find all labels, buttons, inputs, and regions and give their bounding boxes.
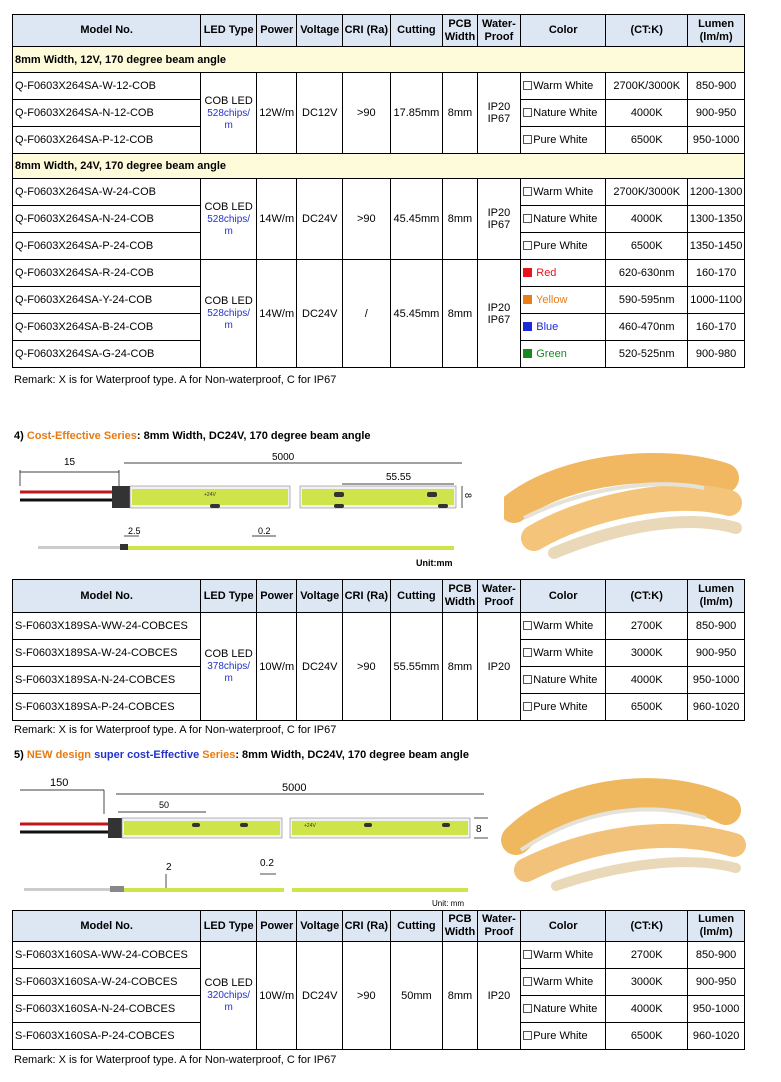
lumen-cell: 1300-1350 — [688, 206, 745, 233]
cutting-cell: 45.45mm — [390, 179, 443, 260]
swatch-icon — [523, 108, 532, 117]
header-cutting: Cutting — [390, 911, 443, 942]
swatch-icon — [523, 977, 532, 986]
header-waterproof: Water- Proof — [477, 580, 521, 613]
header-ct: (CT:K) — [606, 15, 688, 47]
model-cell: Q-F0603X264SA-N-12-COB — [13, 100, 201, 127]
cutting-cell: 17.85mm — [390, 73, 443, 154]
header-cri: CRI (Ra) — [343, 911, 391, 942]
color-cell: Pure White — [521, 694, 606, 721]
header-lumen: Lumen (lm/m) — [688, 911, 745, 942]
thickness-label: 2 — [166, 862, 172, 873]
model-cell: S-F0603X189SA-W-24-COBCES — [13, 640, 201, 667]
strip-print: +24V — [204, 492, 216, 498]
swatch-icon — [523, 135, 532, 144]
model-cell: Q-F0603X264SA-N-24-COB — [13, 206, 201, 233]
subheader-12v: 8mm Width, 12V, 170 degree beam angle — [13, 47, 745, 73]
model-cell: Q-F0603X264SA-P-12-COB — [13, 127, 201, 154]
model-cell: Q-F0603X264SA-G-24-COB — [13, 341, 201, 368]
cri-cell: >90 — [343, 942, 391, 1050]
led-type-cell: COB LED 320chips/ m — [201, 942, 257, 1050]
waterproof-cell: IP20 — [477, 942, 521, 1050]
lumen-cell: 960-1020 — [688, 1023, 745, 1050]
color-cell: Warm White — [521, 942, 606, 969]
color-cell: Blue — [521, 314, 606, 341]
spec-table-1 — [12, 14, 745, 368]
cob-strip-reel-photo — [496, 770, 746, 895]
header-led-type: LED Type — [201, 911, 257, 942]
header-cri: CRI (Ra) — [343, 15, 391, 47]
swatch-icon — [523, 648, 532, 657]
model-cell: Q-F0603X264SA-W-24-COB — [13, 179, 201, 206]
cri-cell: >90 — [343, 73, 391, 154]
header-lumen: Lumen (lm/m) — [688, 15, 745, 47]
thickness-label: 2.5 — [128, 526, 141, 536]
header-pcb-width: PCB Width — [443, 15, 477, 47]
lumen-cell: 850-900 — [688, 613, 745, 640]
color-cell: Warm White — [521, 969, 606, 996]
lumen-cell: 850-900 — [688, 73, 745, 100]
pcb-cell: 8mm — [443, 613, 477, 721]
header-power: Power — [256, 15, 296, 47]
color-cell: Pure White — [521, 233, 606, 260]
swatch-icon — [523, 702, 532, 711]
green-swatch-icon — [523, 349, 532, 358]
header-waterproof: Water- Proof — [477, 15, 521, 47]
cut-length-label: 55.55 — [386, 472, 412, 483]
swatch-icon — [523, 81, 532, 90]
lumen-cell: 1000-1100 — [688, 287, 745, 314]
waterproof-cell: IP20 IP67 — [477, 73, 521, 154]
blue-swatch-icon — [523, 322, 532, 331]
remark-3: Remark: X is for Waterproof type. A for Non-waterproof, C for IP67 — [14, 1054, 337, 1066]
header-model: Model No. — [13, 580, 201, 613]
voltage-cell: DC24V — [297, 260, 343, 368]
unit-label: Unit: mm — [432, 899, 464, 908]
swatch-icon — [523, 621, 532, 630]
ct-cell: 520-525nm — [606, 341, 688, 368]
header-model: Model No. — [13, 911, 201, 942]
color-cell: Pure White — [521, 1023, 606, 1050]
ct-cell: 4000K — [606, 667, 688, 694]
model-cell: S-F0603X160SA-P-24-COBCES — [13, 1023, 201, 1050]
total-length-label: 5000 — [282, 782, 307, 794]
lumen-cell: 1350-1450 — [688, 233, 745, 260]
model-cell: S-F0603X189SA-WW-24-COBCES — [13, 613, 201, 640]
led-type-cell: COB LED 378chips/ m — [201, 613, 257, 721]
ct-cell: 6500K — [606, 233, 688, 260]
swatch-icon — [523, 1031, 532, 1040]
header-voltage: Voltage — [297, 15, 343, 47]
cri-cell: >90 — [343, 179, 391, 260]
super-cost-effective-strip-diagram — [14, 770, 494, 910]
waterproof-cell: IP20 IP67 — [477, 179, 521, 260]
wire-length-label: 15 — [64, 457, 76, 468]
swatch-icon — [523, 241, 532, 250]
ct-cell: 4000K — [606, 100, 688, 127]
cut-length-label: 50 — [159, 800, 170, 810]
model-cell: Q-F0603X264SA-P-24-COB — [13, 233, 201, 260]
color-cell: Yellow — [521, 287, 606, 314]
pcb-cell: 8mm — [443, 942, 477, 1050]
cutting-cell: 55.55mm — [390, 613, 443, 721]
header-model: Model No. — [13, 15, 201, 47]
ct-cell: 2700K/3000K — [606, 73, 688, 100]
waterproof-cell: IP20 — [477, 613, 521, 721]
ct-cell: 4000K — [606, 996, 688, 1023]
power-cell: 12W/m — [256, 73, 296, 154]
width-label: 8 — [476, 824, 482, 835]
color-cell: Nature White — [521, 667, 606, 694]
model-cell: Q-F0603X264SA-R-24-COB — [13, 260, 201, 287]
model-cell: Q-F0603X264SA-B-24-COB — [13, 314, 201, 341]
remark-1: Remark: X is for Waterproof type. A for Non-waterproof, C for IP67 — [14, 374, 337, 386]
model-cell: S-F0603X189SA-P-24-COBCES — [13, 694, 201, 721]
color-cell: Nature White — [521, 206, 606, 233]
lumen-cell: 160-170 — [688, 260, 745, 287]
header-ct: (CT:K) — [606, 911, 688, 942]
header-lumen: Lumen (lm/m) — [688, 580, 745, 613]
wire-length-label: 150 — [50, 777, 69, 789]
lumen-cell: 1200-1300 — [688, 179, 745, 206]
remark-2: Remark: X is for Waterproof type. A for Non-waterproof, C for IP67 — [14, 724, 337, 736]
red-swatch-icon — [523, 268, 532, 277]
thin-label: 0.2 — [258, 526, 271, 536]
ct-cell: 3000K — [606, 640, 688, 667]
lumen-cell: 950-1000 — [688, 996, 745, 1023]
lumen-cell: 900-980 — [688, 341, 745, 368]
color-cell: Warm White — [521, 613, 606, 640]
power-cell: 10W/m — [256, 942, 296, 1050]
cri-cell: >90 — [343, 613, 391, 721]
model-cell: S-F0603X160SA-W-24-COBCES — [13, 969, 201, 996]
color-cell: Nature White — [521, 100, 606, 127]
total-length-label: 5000 — [272, 452, 295, 463]
color-cell: Warm White — [521, 640, 606, 667]
lumen-cell: 950-1000 — [688, 667, 745, 694]
ct-cell: 2700K — [606, 942, 688, 969]
ct-cell: 6500K — [606, 1023, 688, 1050]
ct-cell: 2700K — [606, 613, 688, 640]
header-cutting: Cutting — [390, 580, 443, 613]
header-color: Color — [521, 911, 606, 942]
lumen-cell: 850-900 — [688, 942, 745, 969]
spec-table-3 — [12, 910, 745, 1050]
cutting-cell: 50mm — [390, 942, 443, 1050]
pcb-cell: 8mm — [443, 179, 477, 260]
pcb-cell: 8mm — [443, 260, 477, 368]
lumen-cell: 900-950 — [688, 100, 745, 127]
model-cell: S-F0603X160SA-N-24-COBCES — [13, 996, 201, 1023]
lumen-cell: 160-170 — [688, 314, 745, 341]
subheader-24v: 8mm Width, 24V, 170 degree beam angle — [13, 154, 745, 179]
cost-effective-strip-diagram — [14, 448, 484, 573]
voltage-cell: DC24V — [297, 179, 343, 260]
voltage-cell: DC24V — [297, 942, 343, 1050]
header-ct: (CT:K) — [606, 580, 688, 613]
swatch-icon — [523, 214, 532, 223]
unit-label: Unit:mm — [416, 558, 453, 568]
header-waterproof: Water- Proof — [477, 911, 521, 942]
voltage-cell: DC24V — [297, 613, 343, 721]
header-power: Power — [256, 580, 296, 613]
power-cell: 10W/m — [256, 613, 296, 721]
header-color: Color — [521, 580, 606, 613]
header-voltage: Voltage — [297, 911, 343, 942]
ct-cell: 2700K/3000K — [606, 179, 688, 206]
color-cell: Nature White — [521, 996, 606, 1023]
ct-cell: 460-470nm — [606, 314, 688, 341]
ct-cell: 6500K — [606, 127, 688, 154]
color-cell: Warm White — [521, 73, 606, 100]
header-led-type: LED Type — [201, 580, 257, 613]
led-type-cell: COB LED 528chips/ m — [201, 73, 257, 154]
ct-cell: 590-595nm — [606, 287, 688, 314]
section-5-title: 5) NEW design super cost-Effective Series: 8mm Width, DC24V, 170 degree beam angle — [14, 749, 469, 761]
cutting-cell: 45.45mm — [390, 260, 443, 368]
ct-cell: 3000K — [606, 969, 688, 996]
header-cutting: Cutting — [390, 15, 443, 47]
color-cell: Green — [521, 341, 606, 368]
swatch-icon — [523, 1004, 532, 1013]
color-cell: Red — [521, 260, 606, 287]
cob-strip-reel-photo — [504, 448, 744, 568]
lumen-cell: 900-950 — [688, 969, 745, 996]
swatch-icon — [523, 675, 532, 684]
header-voltage: Voltage — [297, 580, 343, 613]
ct-cell: 620-630nm — [606, 260, 688, 287]
header-pcb-width: PCB Width — [443, 580, 477, 613]
thin-label: 0.2 — [260, 858, 274, 869]
ct-cell: 4000K — [606, 206, 688, 233]
color-cell: Pure White — [521, 127, 606, 154]
led-type-cell: COB LED 528chips/ m — [201, 179, 257, 260]
model-cell: S-F0603X189SA-N-24-COBCES — [13, 667, 201, 694]
section-4-title: 4) Cost-Effective Series: 8mm Width, DC24V, 170 degree beam angle — [14, 430, 371, 442]
pcb-cell: 8mm — [443, 73, 477, 154]
header-color: Color — [521, 15, 606, 47]
power-cell: 14W/m — [256, 260, 296, 368]
header-power: Power — [256, 911, 296, 942]
header-cri: CRI (Ra) — [343, 580, 391, 613]
yellow-swatch-icon — [523, 295, 532, 304]
waterproof-cell: IP20 IP67 — [477, 260, 521, 368]
strip-print: +24V — [304, 823, 316, 829]
lumen-cell: 900-950 — [688, 640, 745, 667]
power-cell: 14W/m — [256, 179, 296, 260]
voltage-cell: DC12V — [297, 73, 343, 154]
lumen-cell: 960-1020 — [688, 694, 745, 721]
color-cell: Warm White — [521, 179, 606, 206]
header-led-type: LED Type — [201, 15, 257, 47]
model-cell: S-F0603X160SA-WW-24-COBCES — [13, 942, 201, 969]
swatch-icon — [523, 187, 532, 196]
model-cell: Q-F0603X264SA-Y-24-COB — [13, 287, 201, 314]
width-label: 8 — [463, 493, 473, 499]
model-cell: Q-F0603X264SA-W-12-COB — [13, 73, 201, 100]
cri-cell: / — [343, 260, 391, 368]
ct-cell: 6500K — [606, 694, 688, 721]
swatch-icon — [523, 950, 532, 959]
header-pcb-width: PCB Width — [443, 911, 477, 942]
led-type-cell: COB LED 528chips/ m — [201, 260, 257, 368]
lumen-cell: 950-1000 — [688, 127, 745, 154]
spec-table-2 — [12, 579, 745, 721]
